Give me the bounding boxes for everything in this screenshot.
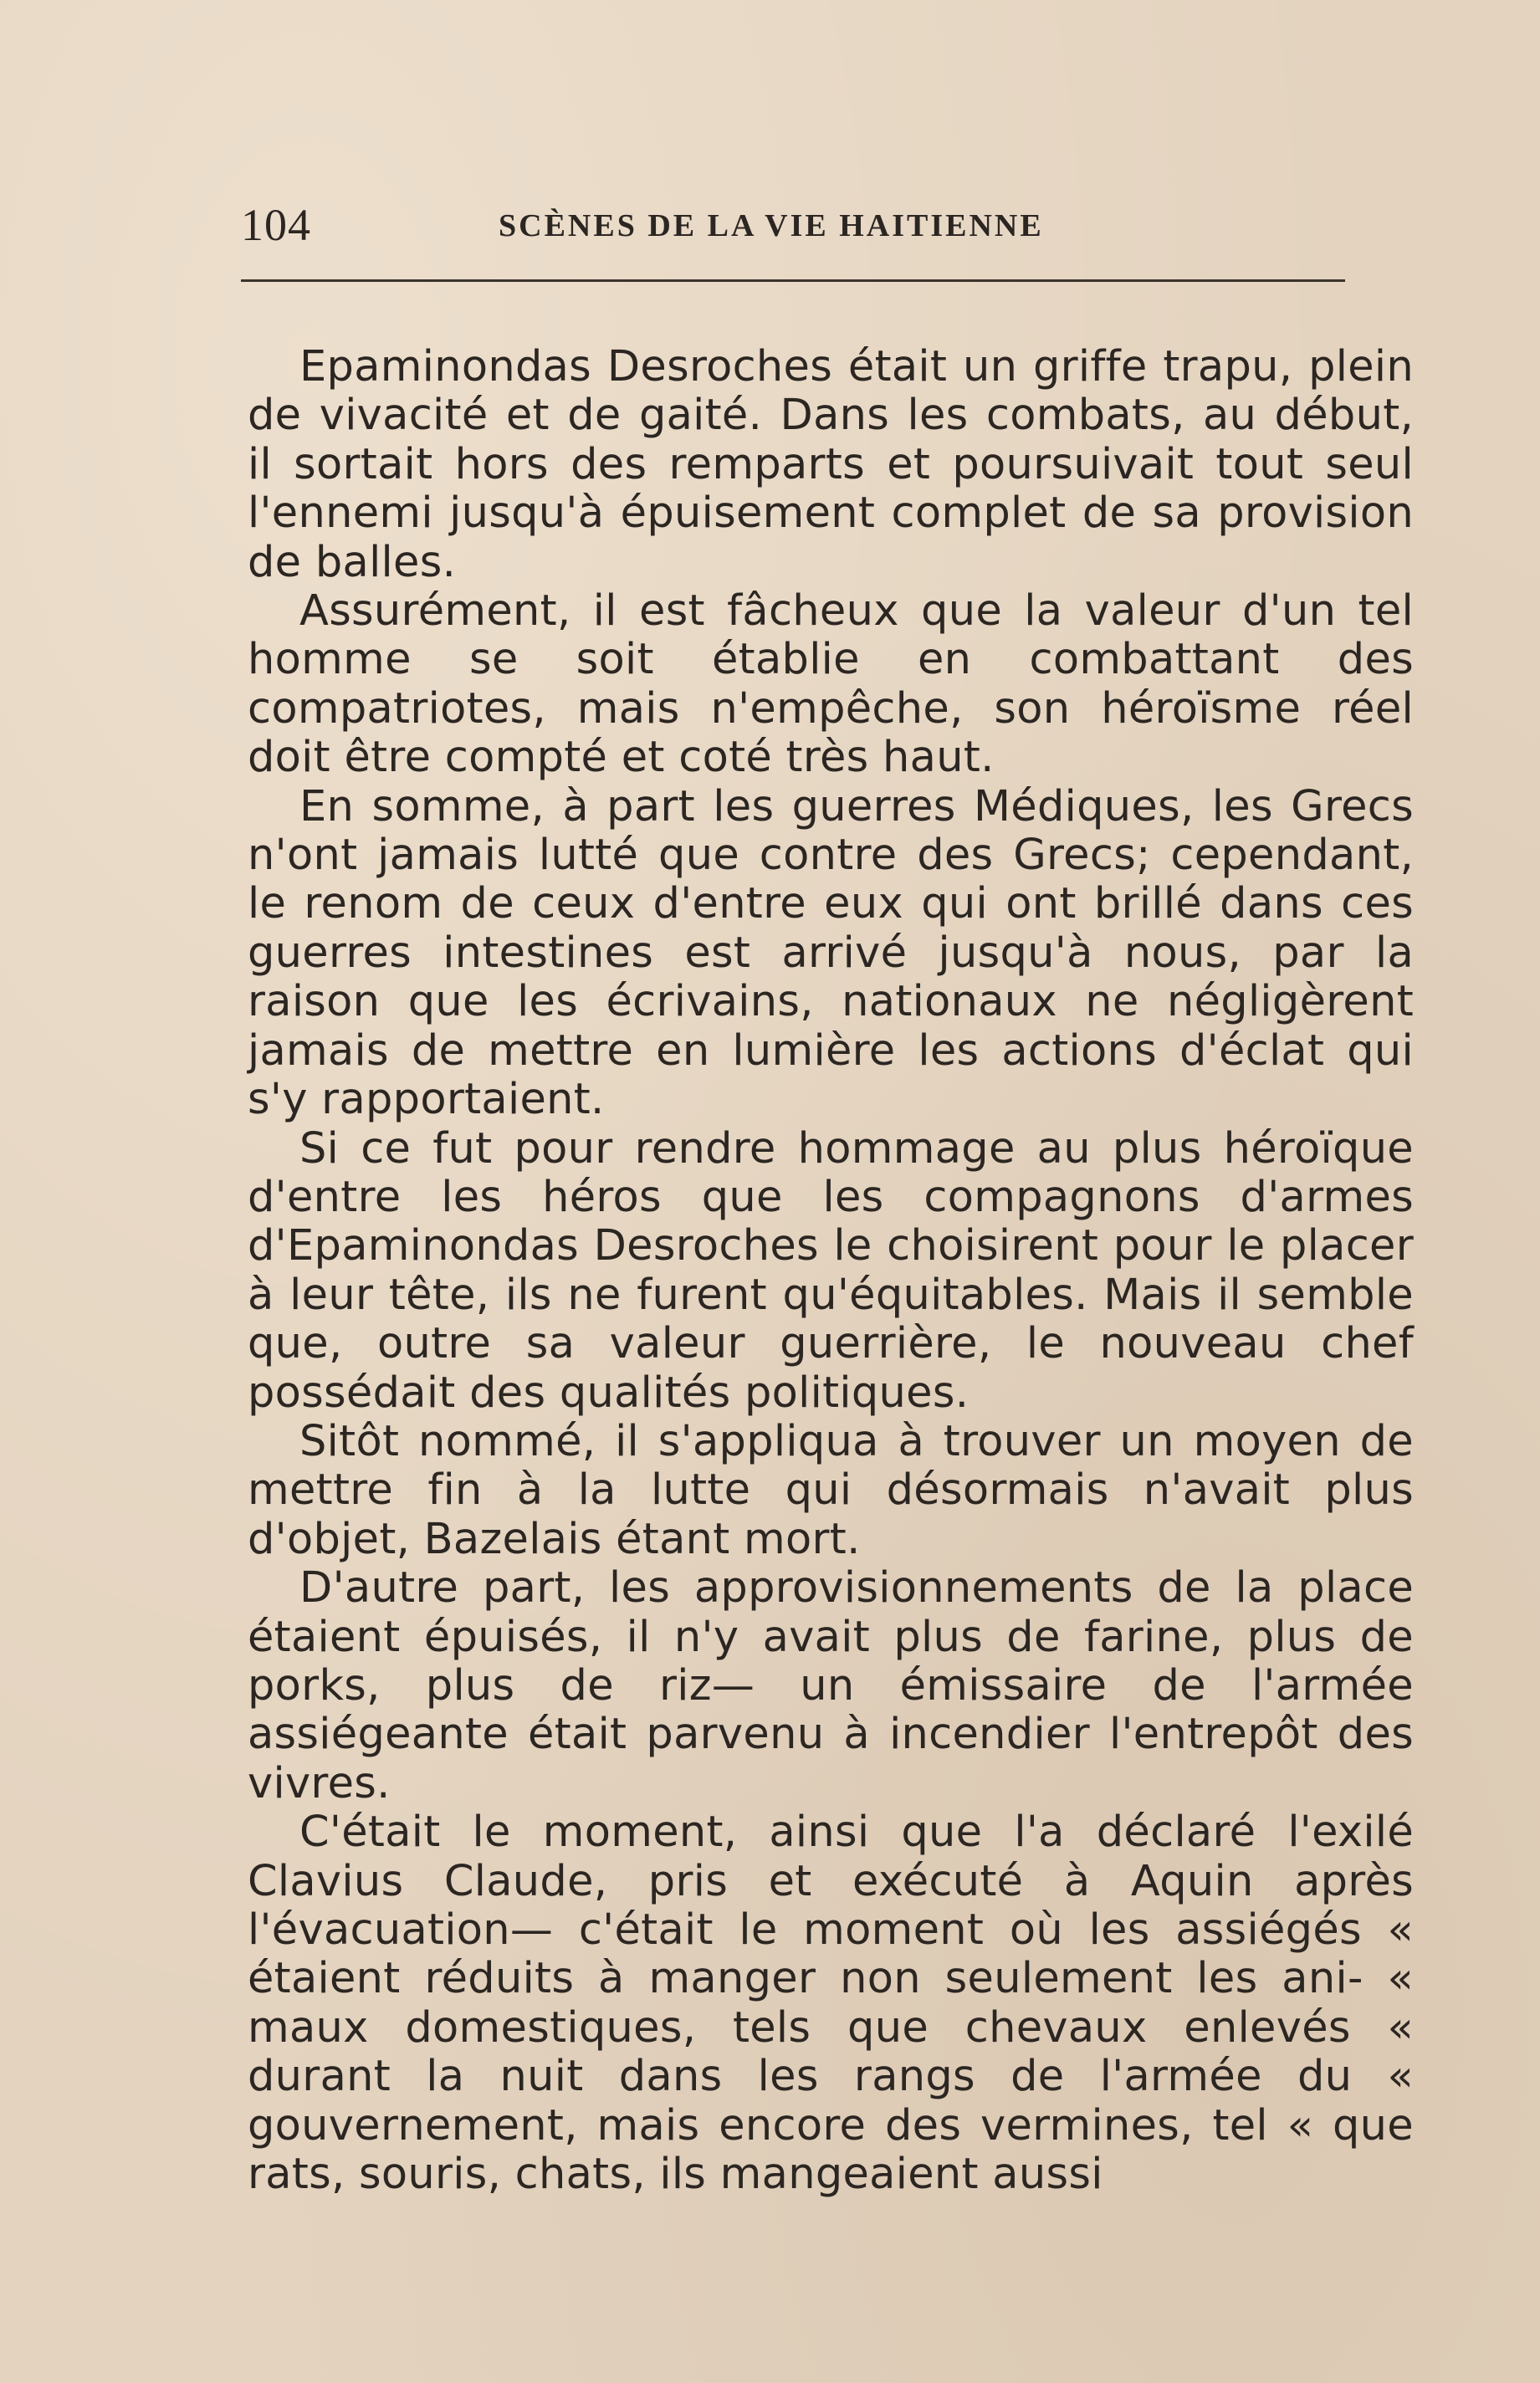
page-header [241,196,1345,254]
body-text [248,343,1414,2199]
page-number: 104 [241,200,311,250]
paragraph: Sitôt nommé, il s'appliqua à trouver un moyen de mettre fin à la lutte qui désormais n'avait plus d'objet, Bazelais étant mort. [248,1416,1414,1564]
paragraph: En somme, à part les guerres Médiques, les Grecs n'ont jamais lutté que contre des Grecs; cependant, le renom de ceux d'entre eux qui ont brillé dans ces guerres intestines est arrivé jusqu'à nous, par la raison que les écrivains, nationaux ne négligèrent jamais de mettre en lumière les actions d'éclat qui s'y rapportaient. [248,781,1414,1125]
paragraph: C'était le moment, ainsi que l'a déclaré l'exilé Clavius Claude, pris et exécuté à Aquin après l'évacuation— c'était le moment où les assiégés « étaient réduits à manger non seulement les ani- « maux domestiques, tels que chevaux enlevés « durant la nuit dans les rangs de l'armée du « gouvernement, mais encore des vermines, tel « que rats, souris, chats, ils mangeaient aussi [248,1808,1414,2200]
paragraph: Assurément, il est fâcheux que la valeur d'un tel homme se soit établie en combattant des compatriotes, mais n'empêche, son héroïsme réel doit être compté et coté très haut. [248,586,1414,783]
paragraph: Si ce fut pour rendre hommage au plus héroïque d'entre les héros que les compagnons d'armes d'Epaminondas Desroches le choisirent pour le placer à leur tête, ils ne furent qu'équitables. Mais il semble que, outre sa valeur guerrière, le nouveau chef possédait des qualités politiques. [248,1123,1414,1418]
running-title: SCÈNES DE LA VIE HAITIENNE [499,208,1044,243]
header-rule [241,279,1345,282]
paragraph: D'autre part, les approvisionnements de la place étaient épuisés, il n'y avait plus de farine, plus de porks, plus de riz— un émissaire de l'armée assiégeante était parvenu à incendier l'entrepôt des vivres. [248,1563,1414,1808]
paragraph: Epaminondas Desroches était un griffe trapu, plein de vivacité et de gaité. Dans les combats, au début, il sortait hors des remparts et poursuivait tout seul l'ennemi jusqu'à épuisement complet de sa provision de balles. [248,342,1414,587]
